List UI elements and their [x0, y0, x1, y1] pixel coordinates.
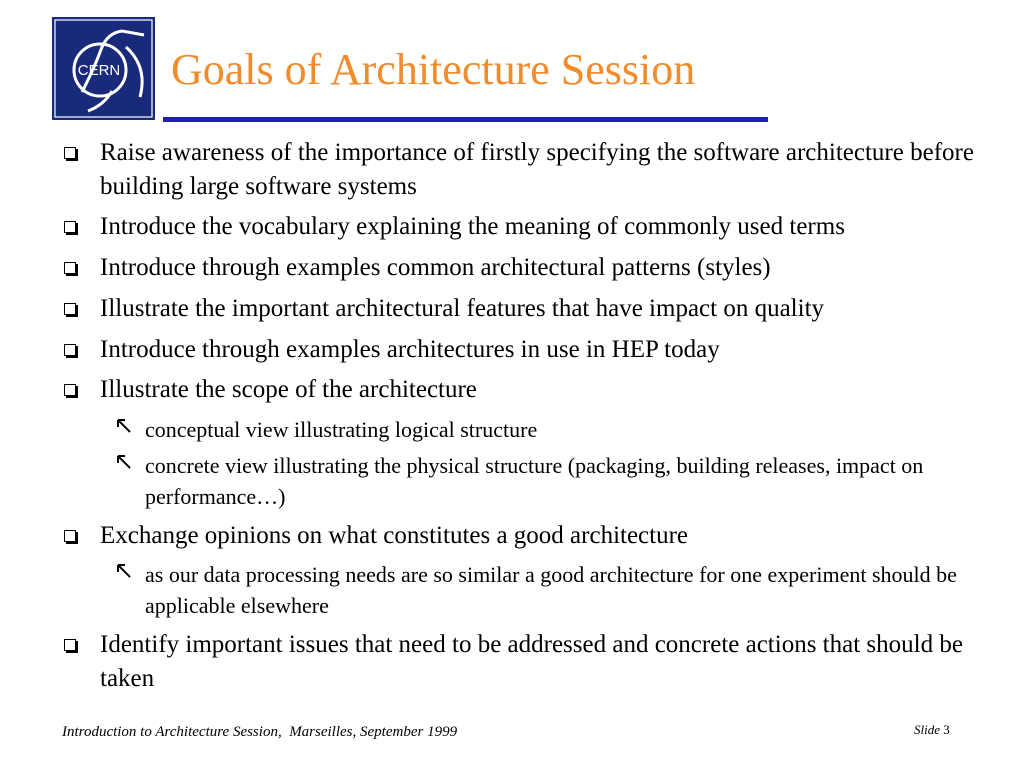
- bullet-text: Identify important issues that need to be addressed and concrete actions that should be taken: [100, 631, 963, 692]
- slide-number-value: 3: [943, 722, 950, 737]
- logo-text: CERN: [77, 62, 121, 79]
- hollow-square-bullet-icon: [64, 303, 76, 315]
- bullet-text: Exchange opinions on what constitutes a good architecture: [100, 522, 689, 549]
- hollow-square-bullet-icon: [64, 384, 76, 396]
- bullet-text: Introduce through examples common architectural patterns (styles): [100, 254, 771, 281]
- arrow-bullet-icon: [115, 562, 133, 580]
- hollow-square-bullet-icon: [64, 221, 76, 233]
- hollow-square-bullet-icon: [64, 262, 76, 274]
- slide-title: Goals of Architecture Session: [171, 45, 696, 94]
- hollow-square-bullet-icon: [64, 530, 76, 542]
- hollow-square-bullet-icon: [64, 639, 76, 651]
- hollow-square-bullet-icon: [64, 344, 76, 356]
- bullet-text: Illustrate the important architectural features that have impact on quality: [100, 295, 825, 322]
- bullet-text: Raise awareness of the importance of firstly specifying the software architecture before building large software systems: [100, 139, 974, 200]
- bullet-text: Introduce the vocabulary explaining the meaning of commonly used terms: [100, 213, 845, 240]
- footer-text: Introduction to Architecture Session, Marseilles, September 1999: [62, 724, 458, 740]
- sub-bullet-text: concrete view illustrating the physical structure (packaging, building releases, impact on performance…): [145, 453, 924, 509]
- bullet-text: Introduce through examples architectures in use in HEP today: [100, 336, 720, 363]
- slide-number: [914, 722, 950, 738]
- slide-label: Slide: [914, 722, 940, 737]
- arrow-bullet-icon: [115, 453, 133, 471]
- sub-bullet-text: conceptual view illustrating logical structure: [145, 417, 538, 442]
- arrow-bullet-icon: [115, 417, 133, 435]
- bullet-text: Illustrate the scope of the architecture: [100, 376, 477, 403]
- hollow-square-bullet-icon: [64, 147, 76, 159]
- sub-bullet-text: as our data processing needs are so similar a good architecture for one experiment should be applicable elsewhere: [145, 562, 957, 618]
